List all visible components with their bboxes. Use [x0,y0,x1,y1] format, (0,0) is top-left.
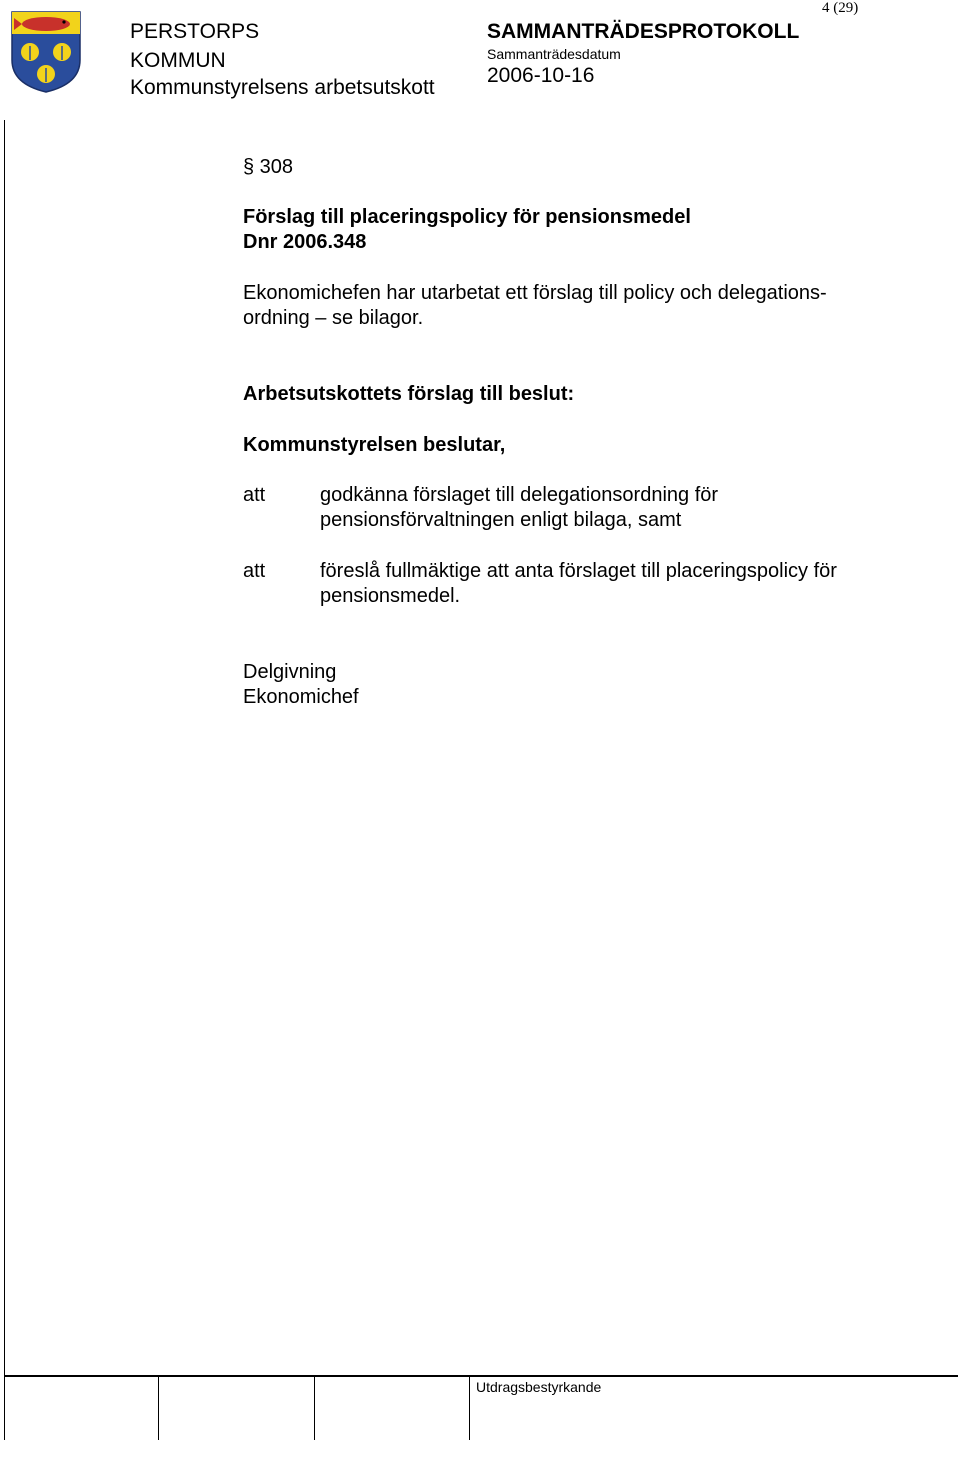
committee-name: Kommunstyrelsens arbetsutskott [130,76,435,99]
footer-signature-divider [469,1377,470,1440]
footer-signature-divider [314,1377,315,1440]
paragraph-number: § 308 [243,156,294,178]
left-margin-rule [4,120,5,1440]
footer-certification-label: Utdragsbestyrkande [476,1379,602,1395]
distribution-label: Delgivning [243,661,337,683]
proposal-heading: Arbetsutskottets förslag till beslut: [243,383,575,405]
org-name-line2: KOMMUN [130,49,226,72]
footer-rule [4,1375,958,1377]
decision-item-marker: att [243,484,266,506]
decision-item-marker: att [243,560,266,582]
intro-text-line1: Ekonomichefen har utarbetat ett förslag till policy och delegations- [243,282,827,304]
distribution-recipient: Ekonomichef [243,686,359,708]
dnr-reference: Dnr 2006.348 [243,231,367,253]
decision-item-text-line2: pensionsförvaltningen enligt bilaga, samt [320,509,682,531]
municipal-coat-of-arms-logo [10,10,82,94]
org-name-line1: PERSTORPS [130,20,260,43]
meeting-date-value: 2006-10-16 [487,64,595,87]
page-number: 4 (29) [822,0,859,16]
intro-text-line2: ordning – se bilagor. [243,307,424,329]
document-title: SAMMANTRÄDESPROTOKOLL [487,20,800,43]
decision-item-text-line1: föreslå fullmäktige att anta förslaget till placeringspolicy för [320,560,837,582]
footer-signature-divider [158,1377,159,1440]
decision-item-text-line1: godkänna förslaget till delegationsordning för [320,484,719,506]
decision-heading: Kommunstyrelsen beslutar, [243,434,506,456]
meeting-date-label: Sammanträdesdatum [487,46,621,62]
decision-item-text-line2: pensionsmedel. [320,585,461,607]
subject-heading: Förslag till placeringspolicy för pensionsmedel [243,206,691,228]
